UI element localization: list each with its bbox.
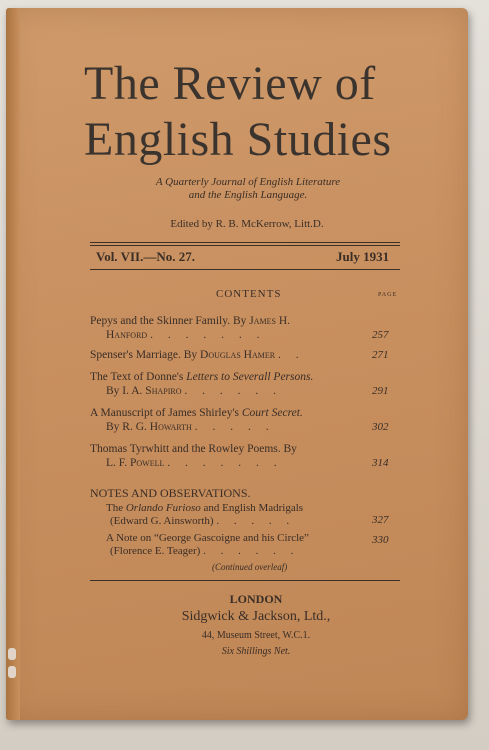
- toc-entry-title: [90, 406, 303, 420]
- cover-spine: [6, 8, 20, 720]
- note-text: and English Madrigals: [200, 502, 304, 514]
- toc-author: James H.: [249, 315, 291, 327]
- journal-subtitle: [118, 176, 378, 202]
- toc-entry-title: Spenser's Marriage. By Douglas Hamer . .: [90, 349, 305, 361]
- toc-author: R. G. Howarth: [122, 421, 192, 433]
- note-entry-title: [106, 501, 303, 515]
- rule-imprint: [90, 580, 400, 581]
- toc-entry-title: [90, 314, 290, 328]
- note-page-number: 330: [372, 534, 389, 546]
- rule-top-inner: [90, 245, 400, 246]
- toc-entry-author: Hanford . . . . . . .: [106, 329, 266, 341]
- toc-text: Thomas Tyrwhitt and the Rowley Poems. By: [90, 443, 297, 455]
- page-heading: PAGE: [378, 292, 398, 298]
- toc-author: Douglas Hamer: [200, 349, 276, 361]
- note-page-number: 327: [372, 514, 389, 526]
- toc-italic-title: Letters to Severall Persons.: [186, 371, 314, 383]
- staple-icon: [8, 666, 16, 678]
- toc-text: A Manuscript of James Shirley's: [90, 407, 242, 419]
- title-line-1: The Review of: [84, 57, 376, 110]
- contents-heading: CONTENTS: [216, 288, 282, 300]
- toc-author: L. F. Powell: [106, 457, 165, 469]
- toc-page-number: 271: [372, 349, 389, 361]
- toc-entry-author: L. F. Powell . . . . . . .: [106, 457, 283, 469]
- note-entry-author: (Edward G. Ainsworth) . . . . .: [110, 515, 296, 527]
- rule-bottom: [90, 269, 400, 270]
- toc-text: By: [106, 385, 123, 397]
- title-line-2: English Studies: [84, 113, 392, 166]
- subtitle-line-1: A Quarterly Journal of English Literature: [155, 176, 341, 188]
- toc-page-number: 302: [372, 421, 389, 433]
- continued-note: (Continued overleaf): [212, 562, 288, 572]
- toc-entry-title: [90, 442, 297, 456]
- toc-entry-title: [90, 370, 313, 384]
- volume-number: Vol. VII.—No. 27.: [96, 249, 195, 264]
- imprint-publisher: Sidgwick & Jackson, Ltd.,: [181, 609, 331, 624]
- subtitle-line-2: and the English Language.: [188, 189, 308, 201]
- toc-author: Hanford: [106, 329, 148, 341]
- issue-date: July 1931: [336, 249, 390, 264]
- note-entry-author: (Florence E. Teager) . . . . . .: [110, 545, 300, 557]
- note-text: A Note on “George Gascoigne and his Circle”: [106, 532, 309, 544]
- toc-text: Pepys and the Skinner Family. By: [90, 315, 250, 327]
- notes-heading: NOTES AND OBSERVATIONS.: [90, 486, 251, 500]
- note-italic-title: Orlando Furioso: [125, 502, 201, 514]
- note-author: (Edward G. Ainsworth): [110, 515, 214, 527]
- note-text: The: [106, 502, 126, 514]
- toc-text: Spenser's Marriage. By: [90, 349, 201, 361]
- imprint-city: LONDON: [229, 592, 283, 606]
- staple-icon: [8, 648, 16, 660]
- toc-italic-title: Court Secret.: [241, 407, 303, 419]
- journal-title: [84, 56, 392, 168]
- rule-top: [90, 242, 400, 243]
- note-entry-title: [106, 531, 309, 545]
- imprint-address: 44, Museum Street, W.C.1.: [201, 630, 311, 641]
- toc-author: I. A. Shapiro: [122, 385, 182, 397]
- journal-cover: [6, 8, 468, 720]
- toc-page-number: 291: [372, 385, 389, 397]
- editor-credit: Edited by R. B. McKerrow, Litt.D.: [170, 218, 324, 230]
- toc-text: By: [106, 421, 123, 433]
- toc-text: The Text of Donne's: [90, 371, 187, 383]
- note-author: (Florence E. Teager): [110, 545, 201, 557]
- toc-page-number: 314: [372, 457, 389, 469]
- toc-entry-author: By I. A. Shapiro . . . . . .: [106, 385, 282, 397]
- toc-entry-author: By R. G. Howarth . . . . .: [106, 421, 275, 433]
- toc-page-number: 257: [372, 329, 389, 341]
- imprint-price: Six Shillings Net.: [221, 646, 291, 657]
